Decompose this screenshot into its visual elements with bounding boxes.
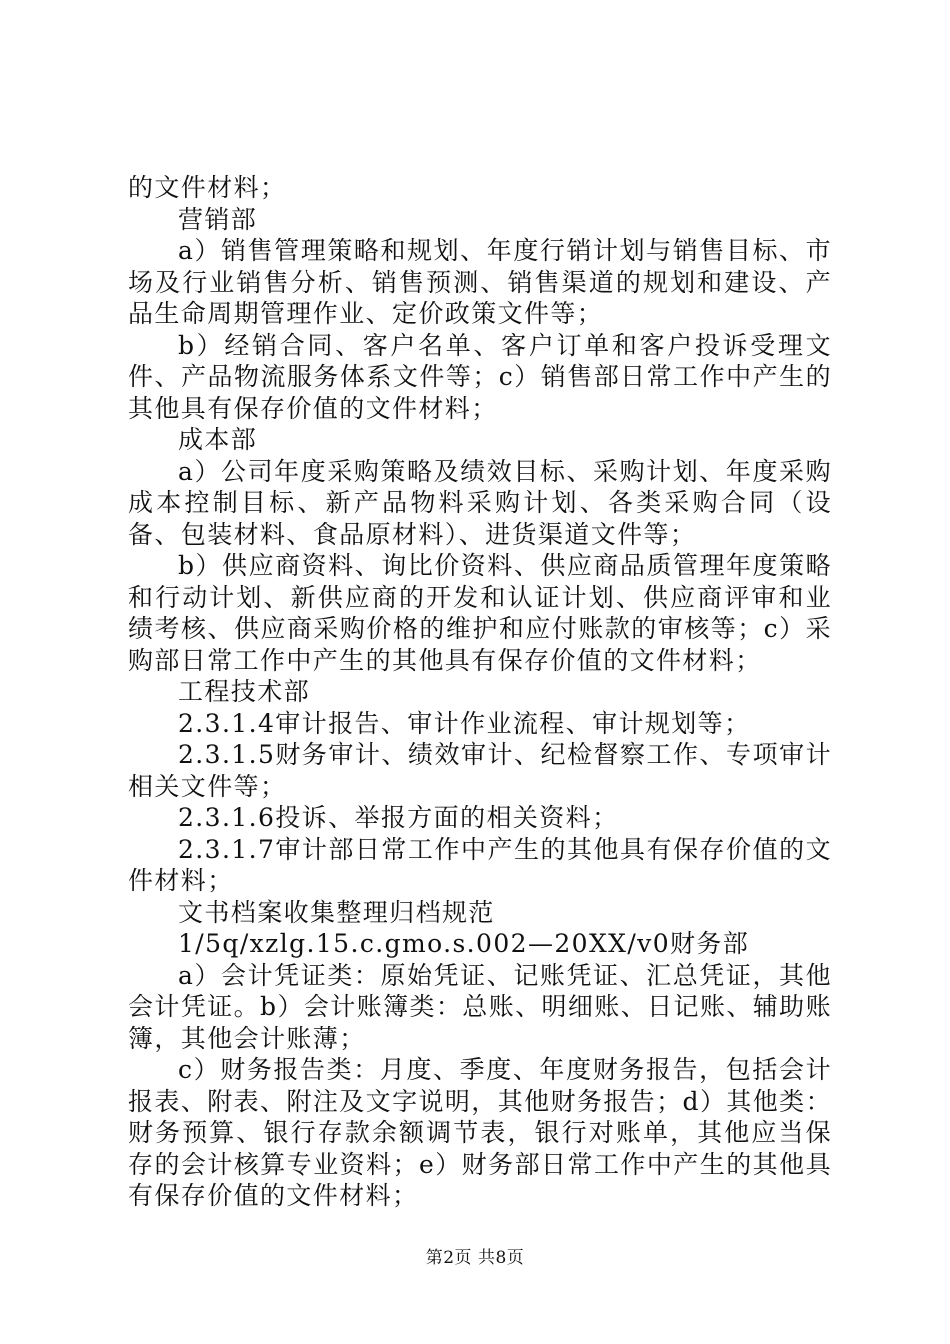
body-paragraph: 1/5q/xzlg.15.c.gmo.s.002—20XX/v0财务部 [178, 929, 750, 958]
body-paragraph: 2.3.1.7审计部日常工作中产生的其他具有保存价值的文件材料； [128, 834, 832, 895]
page-number-footer: 第2页 共8页 [425, 1248, 525, 1268]
body-paragraph: 营销部 [178, 204, 258, 234]
body-paragraph: 2.3.1.4审计报告、审计作业流程、审计规划等； [178, 708, 751, 738]
body-paragraph: b）供应商资料、询比价资料、供应商品质管理年度策略和行动计划、新供应商的开发和认证计划、供应商评审和业绩考核、供应商采购价格的维护和应付账款的审核等；c）采购部日常工作中产生的其他具有保存价值的文件材料； [128, 551, 832, 675]
body-paragraph: 2.3.1.6投诉、举报方面的相关资料； [178, 803, 619, 832]
body-paragraph: a）公司年度采购策略及绩效目标、采购计划、年度采购成本控制目标、新产品物料采购计划、各类采购合同（设备、包装材料、食品原材料）、进货渠道文件等； [128, 456, 832, 549]
body-paragraph: 2.3.1.5财务审计、绩效审计、纪检督察工作、专项审计相关文件等； [128, 740, 832, 801]
document-body [128, 172, 832, 1212]
body-paragraph: 文书档案收集整理归档规范 [178, 897, 495, 927]
body-paragraph: 成本部 [178, 425, 258, 454]
body-paragraph: c）财务报告类：月度、季度、年度财务报告，包括会计报表、附表、附注及文字说明，其他财务报告；d）其他类：财务预算、银行存款余额调节表，银行对账单，其他应当保存的会计核算专业资料；e）财务部日常工作中产生的其他具有保存价值的文件材料； [128, 1055, 832, 1210]
body-paragraph: 工程技术部 [178, 677, 311, 706]
body-paragraph: a）会计凭证类：原始凭证、记账凭证、汇总凭证，其他会计凭证。b）会计账簿类：总账、明细账、日记账、辅助账簿，其他会计账薄； [128, 960, 832, 1053]
body-paragraph: b）经销合同、客户名单、客户订单和客户投诉受理文件、产品物流服务体系文件等；c）销售部日常工作中产生的其他具有保存价值的文件材料； [128, 330, 832, 423]
body-paragraph: a）销售管理策略和规划、年度行销计划与销售目标、市场及行业销售分析、销售预测、销售渠道的规划和建设、产品生命周期管理作业、定价政策文件等； [128, 236, 832, 328]
body-paragraph: 的文件材料； [128, 173, 287, 202]
